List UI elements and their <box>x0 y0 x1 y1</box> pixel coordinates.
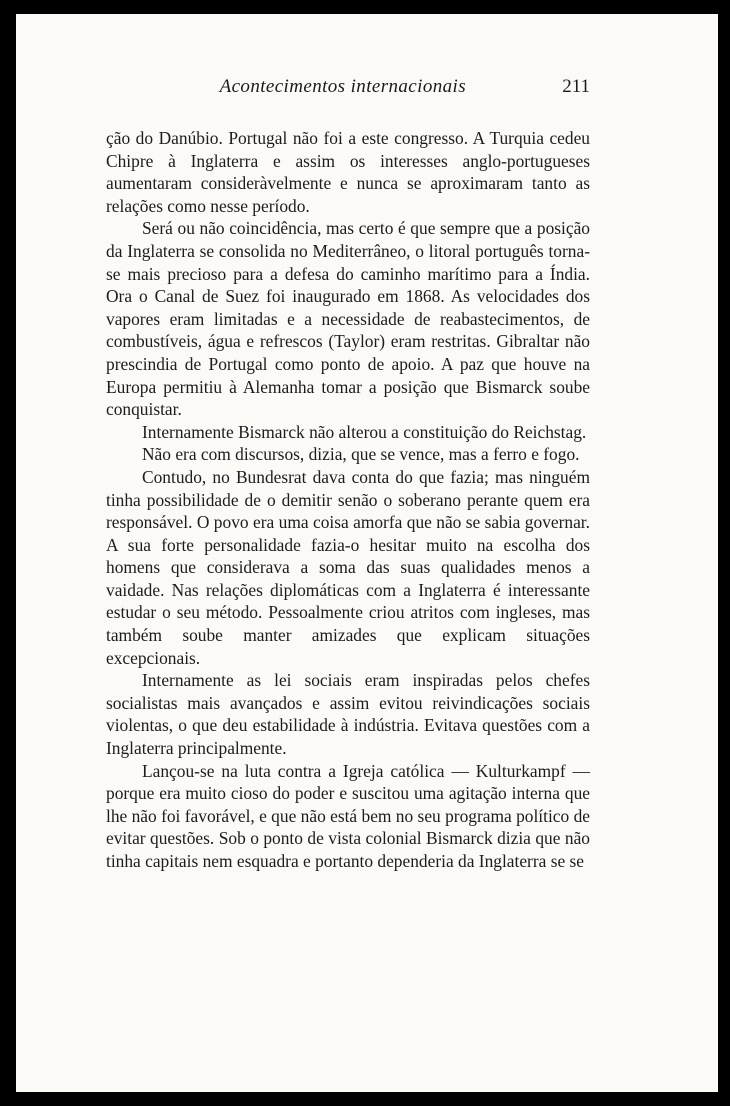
paragraph: Lançou-se na luta contra a Igreja católica — Kulturkampf — porque era muito cioso do poder e suscitou uma agitação interna que lhe não foi favorável, e que não está bem no seu programa político de evitar questões. Sob o ponto de vista colonial Bismarck dizia que não tinha capitais nem esquadra e portanto dependeria da Inglaterra se se <box>106 760 590 871</box>
paragraph: Internamente as lei sociais eram inspiradas pelos chefes socialistas mais avançados e assim evitou reivindicações sociais violentas, o que deu estabilidade à indústria. Evitava questões com a Inglaterra principalmente. <box>106 670 590 759</box>
running-title: Acontecimentos internacionais <box>219 76 466 97</box>
book-page <box>16 14 718 1092</box>
page-header <box>106 74 590 104</box>
paragraph-continuation: ção do Danúbio. Portugal não foi a este congresso. A Turquia cedeu Chipre à Inglaterra e assim os interesses anglo-portugueses aumentaram consideràvelmente e nunca se aproximaram tanto as relações como nesse período. <box>106 128 590 216</box>
paragraph: Internamente Bismarck não alterou a constituição do Reichstag. <box>142 421 587 442</box>
body-text <box>106 127 590 873</box>
paragraph: Contudo, no Bundesrat dava conta do que fazia; mas ninguém tinha possibilidade de o demitir senão o soberano perante quem era responsável. O povo era uma coisa amorfa que não se sabia governar. A sua forte personalidade fazia-o hesitar muito na escolha dos homens que considerava a soma das suas qualidades menos a vaidade. Nas relações diplomáticas com a Inglaterra é interessante estudar o seu método. Pessoalmente criou atritos com ingleses, mas também soube manter amizades que explicam situações excepcionais. <box>106 466 590 668</box>
paragraph: Não era com discursos, dizia, que se vence, mas a ferro e fogo. <box>142 444 580 465</box>
page-number: 211 <box>562 76 590 97</box>
paragraph: Será ou não coincidência, mas certo é que sempre que a posição da Inglaterra se consolida no Mediterrâneo, o litoral português torna-se mais precioso para a defesa do caminho marítimo para a Índia. Ora o Canal de Suez foi inaugurado em 1868. As velocidades dos vapores eram limitadas e a necessidade de reabastecimentos, de combustíveis, água e refrescos (Taylor) eram restritas. Gibraltar não prescindia de Portugal como ponto de apoio. A paz que houve na Europa permitiu à Alemanha tomar a posição que Bismarck soube conquistar. <box>106 218 590 420</box>
